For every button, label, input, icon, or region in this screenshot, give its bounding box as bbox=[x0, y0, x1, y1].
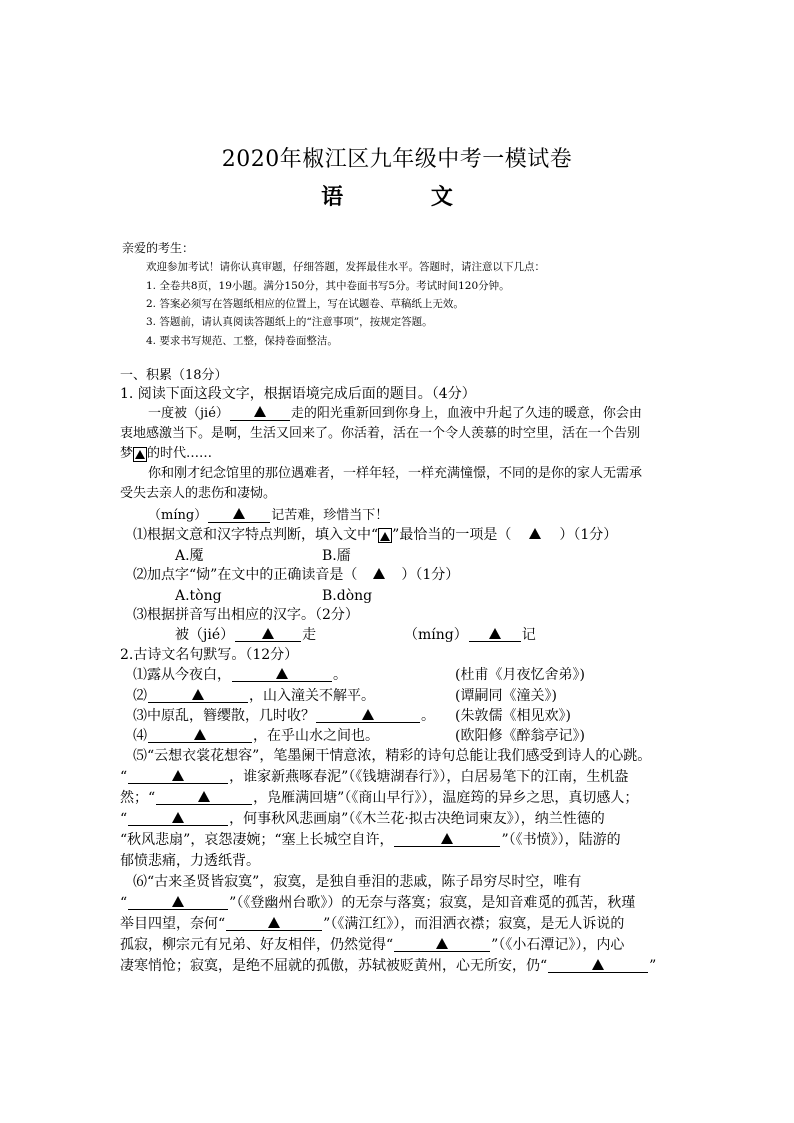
passage-line bbox=[120, 769, 628, 786]
option-a[interactable]: A.tòng bbox=[175, 588, 222, 604]
passage-text: 记苦难，珍惜当下！ bbox=[271, 508, 389, 523]
passage-line bbox=[120, 790, 638, 807]
passage-text: ，何事秋风悲画扇”（《木兰花·拟古决绝词柬友》），纳兰性德的 bbox=[229, 811, 605, 827]
question-1-stem: 1. 阅读下面这段文字，根据语境完成后面的题目。（4分） bbox=[120, 386, 476, 402]
answer-blank[interactable] bbox=[148, 688, 248, 703]
triangle-icon bbox=[441, 833, 453, 844]
answer-blank[interactable] bbox=[230, 406, 290, 421]
triangle-icon bbox=[436, 938, 448, 949]
triangle-icon bbox=[172, 812, 184, 823]
triangle-icon bbox=[268, 917, 280, 928]
option-b[interactable]: B.靥 bbox=[322, 548, 351, 564]
passage-text: “ bbox=[120, 769, 128, 785]
triangle-icon bbox=[198, 791, 210, 802]
passage-text: ，谁家新燕啄春泥”（《钱塘湖春行》），白居易笔下的江南，生机盎 bbox=[229, 769, 629, 785]
passage-text: 的时代…… bbox=[147, 446, 213, 461]
answer-blank[interactable] bbox=[226, 916, 322, 931]
answer-blank[interactable] bbox=[394, 832, 500, 847]
passage-line: 受失去亲人的悲伤和凄恸。 bbox=[120, 486, 277, 501]
passage-line bbox=[120, 811, 605, 828]
triangle-icon bbox=[192, 689, 204, 700]
recite-text: 。 bbox=[333, 667, 347, 683]
recite-text: ，山入潼关不解平。 bbox=[249, 688, 375, 704]
option-b[interactable]: B.dòng bbox=[322, 588, 373, 604]
recite-text: 。 bbox=[421, 708, 435, 724]
triangle-icon bbox=[172, 770, 184, 781]
answer-blank[interactable] bbox=[128, 811, 228, 826]
recite-text: ⑵ bbox=[133, 688, 147, 704]
passage-text: 孤寂，柳宗元有兄弟、好友相伴，仍然觉得“ bbox=[120, 937, 394, 953]
subject-title: 语 文 bbox=[321, 184, 493, 210]
passage-text: 走的阳光重新回到你身上，血液中升起了久违的暖意，你会由 bbox=[290, 406, 642, 421]
passage-line bbox=[120, 895, 635, 912]
recite-line bbox=[133, 688, 375, 705]
answer-blank[interactable] bbox=[148, 728, 252, 743]
answer-blank[interactable] bbox=[128, 895, 228, 910]
notice-item: 1. 全卷共8页，19小题。满分150分，其中卷面书写5分。考试时间120分钟。 bbox=[146, 280, 510, 292]
passage-text: ”（《小石潭记》），内心 bbox=[491, 937, 625, 953]
boxed-triangle-icon bbox=[133, 447, 147, 462]
triangle-icon bbox=[489, 628, 501, 639]
recite-source: (杜甫《月夜忆舍弟》) bbox=[455, 667, 585, 683]
answer-blank[interactable] bbox=[235, 627, 301, 642]
passage-line: ⑸“云想衣裳花想容”，笔墨阑干情意浓，精彩的诗句总能让我们感受到诗人的心跳。 bbox=[133, 748, 652, 764]
triangle-icon bbox=[380, 532, 390, 541]
triangle-icon bbox=[172, 896, 184, 907]
option-a[interactable]: A.魇 bbox=[175, 548, 204, 564]
recite-source: (谭嗣同《潼关》) bbox=[455, 688, 557, 704]
passage-line bbox=[120, 937, 624, 954]
passage-line: 衷地感激当下。是啊，生活又回来了。你活着，活在一个令人羡慕的时空里，活在一个告别 bbox=[120, 426, 641, 441]
passage-text: “秋风悲扇”，哀怨凄婉；“塞上长城空自许， bbox=[120, 832, 394, 848]
triangle-icon bbox=[135, 450, 145, 459]
answer-blank[interactable] bbox=[128, 769, 228, 784]
triangle-icon bbox=[262, 628, 274, 639]
passage-text: ”（《书愤》），陆游的 bbox=[501, 832, 621, 848]
notice-item: 3. 答题前，请认真阅读答题纸上的“注意事项”，按规定答题。 bbox=[146, 316, 433, 328]
answer-blank[interactable] bbox=[548, 958, 648, 973]
triangle-icon bbox=[194, 729, 206, 740]
passage-line bbox=[148, 508, 388, 524]
passage-line: 你和刚才纪念馆里的那位遇难者，一样年轻，一样充满憧憬，不同的是你的家人无需承 bbox=[148, 466, 643, 481]
passage-line bbox=[148, 406, 642, 422]
recite-text: ，在乎山水之间也。 bbox=[253, 728, 379, 744]
passage-line: ⑹“古来圣贤皆寂寞”，寂寞，是独自垂泪的悲戚，陈子昂穷尽时空，唯有 bbox=[133, 874, 582, 890]
recite-line bbox=[133, 667, 347, 684]
recite-text: ⑶中原乱，簪缨散，几时收？ bbox=[133, 708, 315, 724]
passage-text: ”（《登幽州台歌》）的无奈与落寞；寂寞，是知音难觅的孤苦，秋瑾 bbox=[229, 895, 636, 911]
passage-text: ”（《满江红》），而泪洒衣襟；寂寞，是无人诉说的 bbox=[323, 916, 625, 932]
passage-text: 凄寒悄怆；寂寞，是绝不屈就的孤傲，苏轼被贬黄州，心无所安，仍“ bbox=[120, 958, 548, 974]
sub-question bbox=[133, 527, 617, 544]
pinyin-text: 走 bbox=[302, 627, 317, 643]
section-title: 一、积累（18分） bbox=[120, 368, 228, 383]
passage-line bbox=[120, 916, 624, 933]
answer-triangle-icon[interactable] bbox=[529, 528, 541, 539]
passage-line bbox=[120, 832, 621, 849]
boxed-triangle-icon bbox=[378, 528, 392, 543]
sub-question-text: ）（1分） bbox=[401, 567, 460, 583]
triangle-icon bbox=[254, 406, 266, 417]
passage-line: 郁愤悲痛，力透纸背。 bbox=[120, 853, 260, 869]
passage-text: 梦 bbox=[120, 446, 134, 461]
pinyin-item bbox=[404, 627, 536, 644]
sub-question bbox=[133, 567, 459, 584]
recite-line bbox=[133, 728, 379, 745]
sub-question-text: ”最恰当的一项是（ bbox=[392, 527, 512, 543]
pinyin-text: 被（jié） bbox=[175, 627, 235, 643]
triangle-icon bbox=[362, 709, 374, 720]
recite-text: ⑴露从今夜白， bbox=[133, 667, 231, 683]
passage-text: “ bbox=[120, 811, 128, 827]
answer-blank[interactable] bbox=[316, 708, 420, 723]
triangle-icon bbox=[276, 668, 288, 679]
recite-text: ⑷ bbox=[133, 728, 147, 744]
sub-question-text: ⑴根据文意和汉字特点判断，填入文中“ bbox=[133, 527, 379, 543]
passage-text: 然；“ bbox=[120, 790, 156, 806]
passage-text: “ bbox=[120, 895, 128, 911]
sub-question: ⑶根据拼音写出相应的汉字。（2分） bbox=[133, 607, 359, 623]
answer-triangle-icon[interactable] bbox=[373, 568, 385, 579]
passage-line bbox=[120, 446, 212, 462]
pinyin-item bbox=[175, 627, 316, 644]
answer-blank[interactable] bbox=[394, 937, 490, 952]
answer-blank[interactable] bbox=[469, 627, 521, 642]
answer-blank[interactable] bbox=[156, 790, 252, 805]
sub-question-text: ⑵加点字“恸”在文中的正确读音是（ bbox=[133, 567, 358, 583]
passage-text: 举目四望，奈何“ bbox=[120, 916, 226, 932]
pinyin-text: 记 bbox=[521, 627, 536, 643]
triangle-icon bbox=[592, 959, 604, 970]
notice-item: 4. 要求书写规范、工整，保持卷面整洁。 bbox=[146, 335, 338, 347]
recite-source: (欧阳修《醉翁亭记》) bbox=[455, 728, 585, 744]
question-2-stem: 2.古诗文名句默写。（12分） bbox=[120, 647, 299, 663]
sub-question-text: ）（1分） bbox=[559, 527, 618, 543]
recite-line bbox=[133, 708, 435, 725]
notice-intro: 欢迎参加考试！请你认真审题，仔细答题，发挥最佳水平。答题时，请注意以下几点： bbox=[146, 261, 545, 273]
notice-greeting: 亲爱的考生： bbox=[122, 241, 195, 255]
triangle-icon bbox=[233, 508, 245, 519]
pinyin-text: （míng） bbox=[404, 627, 468, 643]
passage-text: ” bbox=[649, 958, 657, 974]
passage-text: 一度被（jié） bbox=[148, 406, 229, 421]
exam-title: 2020年椒江区九年级中考一模试卷 bbox=[221, 147, 573, 172]
passage-text: （míng） bbox=[148, 508, 208, 523]
answer-blank[interactable] bbox=[208, 508, 270, 523]
passage-line bbox=[120, 958, 656, 975]
notice-item: 2. 答案必须写在答题纸相应的位置上，写在试题卷、草稿纸上无效。 bbox=[146, 298, 464, 310]
recite-source: (朱敦儒《相见欢》) bbox=[455, 708, 571, 724]
passage-text: ，凫雁满回塘”（《商山早行》），温庭筠的异乡之思，真切感人； bbox=[253, 790, 639, 806]
answer-blank[interactable] bbox=[232, 667, 332, 682]
